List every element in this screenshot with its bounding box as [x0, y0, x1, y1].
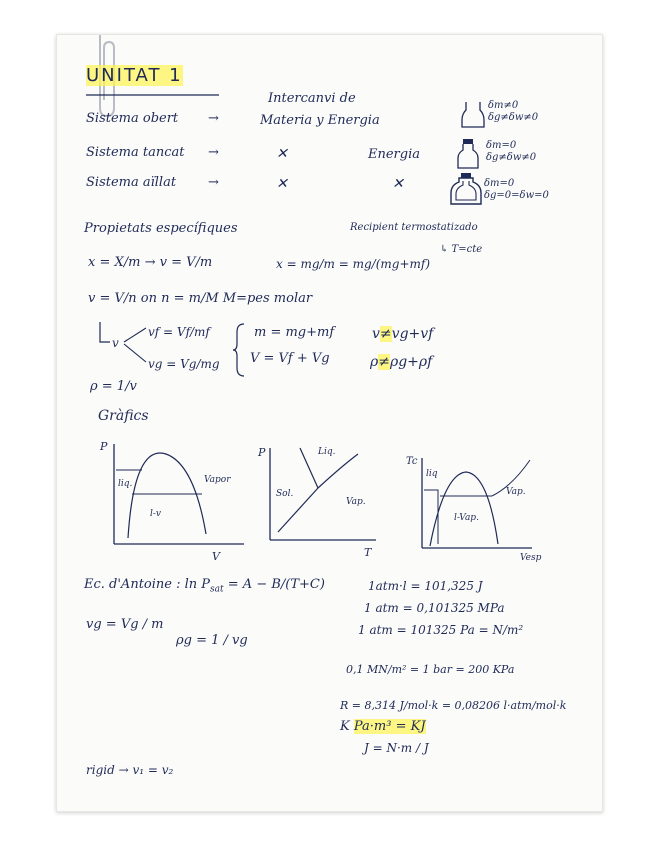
pv-diagram [94, 434, 254, 564]
atm-pa-conversion: 1 atm = 101325 Pa = N/m² [358, 623, 524, 637]
properties-heading: Propietats específiques [84, 221, 238, 236]
system-aillat-eq: δm=0 δg=0=δw=0 [484, 178, 549, 201]
molar-volume-def: v = V/n on n = m/M M=pes molar [88, 291, 313, 306]
rhog-density: ρg = 1 / vg [176, 633, 248, 648]
density-inequality: ρ≠ρg+ρf [370, 354, 433, 370]
pt-solid-label: Sol. [276, 489, 294, 499]
system-aillat-matter: ✕ [276, 176, 288, 192]
system-tancat-matter: ✕ [276, 146, 288, 162]
kpa-kj-relation: K Pa·m³ = KJ [340, 719, 426, 734]
open-container-icon [460, 100, 486, 130]
branch-bracket [94, 320, 150, 376]
graphics-heading: Gràfics [98, 408, 149, 424]
recipient-label: Recipient termostatizado [350, 222, 478, 233]
atm-mpa-conversion: 1 atm = 0,101325 MPa [364, 601, 505, 615]
system-aillat: Sistema aïllat [86, 175, 177, 190]
tv-liquid-label: liq [426, 469, 438, 479]
mass-fraction-def: x = mg/m = mg/(mg+mf) [276, 257, 431, 271]
isolated-container-icon [450, 172, 482, 206]
vg-specific-volume: vg = Vg / m [86, 617, 164, 632]
total-volume: V = Vf + Vg [250, 351, 330, 366]
density-def: ρ = 1/v [90, 379, 137, 394]
antoine-equation: Ec. d'Antoine : $\ln P_{sat} = A - B/(T+C)$ [84, 577, 325, 595]
specific-property-def: x = X/m → v = V/m [88, 255, 213, 270]
system-tancat-arrow: → [208, 145, 219, 160]
svg-text:v: v [112, 336, 119, 350]
system-tancat: Sistema tancat [86, 145, 185, 160]
vg-def: vg = Vg/mg [148, 357, 220, 371]
pt-diagram [256, 440, 386, 560]
title-underline [84, 92, 224, 98]
mn-bar-conversion: 0,1 MN/m² = 1 bar = 200 KPa [346, 663, 515, 676]
tv-y-label: Tc [406, 456, 418, 467]
pt-x-label: T [364, 546, 372, 559]
pv-y-label: P [100, 440, 108, 453]
pt-liquid-label: Liq. [318, 447, 336, 457]
system-tancat-eq: δm=0 δg≠δw≠0 [486, 140, 537, 163]
system-obert-eq: δm≠0 δg≠δw≠0 [488, 100, 539, 123]
system-obert-arrow: → [208, 111, 219, 126]
tv-x-label: Vesp [520, 553, 542, 563]
atm-liter-conversion: 1atm·l = 101,325 J [368, 579, 483, 593]
system-aillat-arrow: → [208, 175, 219, 190]
pv-liquid-label: liq. [118, 479, 133, 489]
pt-y-label: P [258, 446, 266, 459]
total-mass: m = mg+mf [254, 325, 335, 340]
gas-constant: R = 8,314 J/mol·k = 0,08206 l·atm/mol·k [340, 699, 567, 712]
row-obert-exchange: Materia y Energia [260, 113, 380, 128]
vf-def: vf = Vf/mf [148, 325, 210, 339]
joule-def: J = N·m / J [364, 741, 429, 755]
pt-vapor-label: Vap. [346, 497, 366, 507]
tv-mix-label: l-Vap. [454, 513, 479, 523]
closed-container-icon [456, 138, 480, 170]
recipient-sub: ↳ T=cte [440, 244, 483, 255]
system-tancat-energy: Energia [368, 147, 420, 162]
system-aillat-energy: ✕ [392, 176, 404, 192]
volume-inequality: v≠vg+vf [372, 326, 434, 342]
exchange-header: Intercanvi de [268, 91, 356, 106]
pv-mix-label: l-v [150, 509, 162, 519]
tv-vapor-label: Vap. [506, 487, 526, 497]
pv-vapor-label: Vapor [204, 475, 231, 485]
tv-diagram [402, 450, 552, 566]
system-obert: Sistema obert [86, 111, 179, 126]
pv-x-label: V [212, 550, 220, 563]
curly-brace [232, 322, 246, 378]
page-title: UNITAT 1 [86, 65, 183, 86]
rigid-note: rigid → v₁ = v₂ [86, 763, 174, 777]
